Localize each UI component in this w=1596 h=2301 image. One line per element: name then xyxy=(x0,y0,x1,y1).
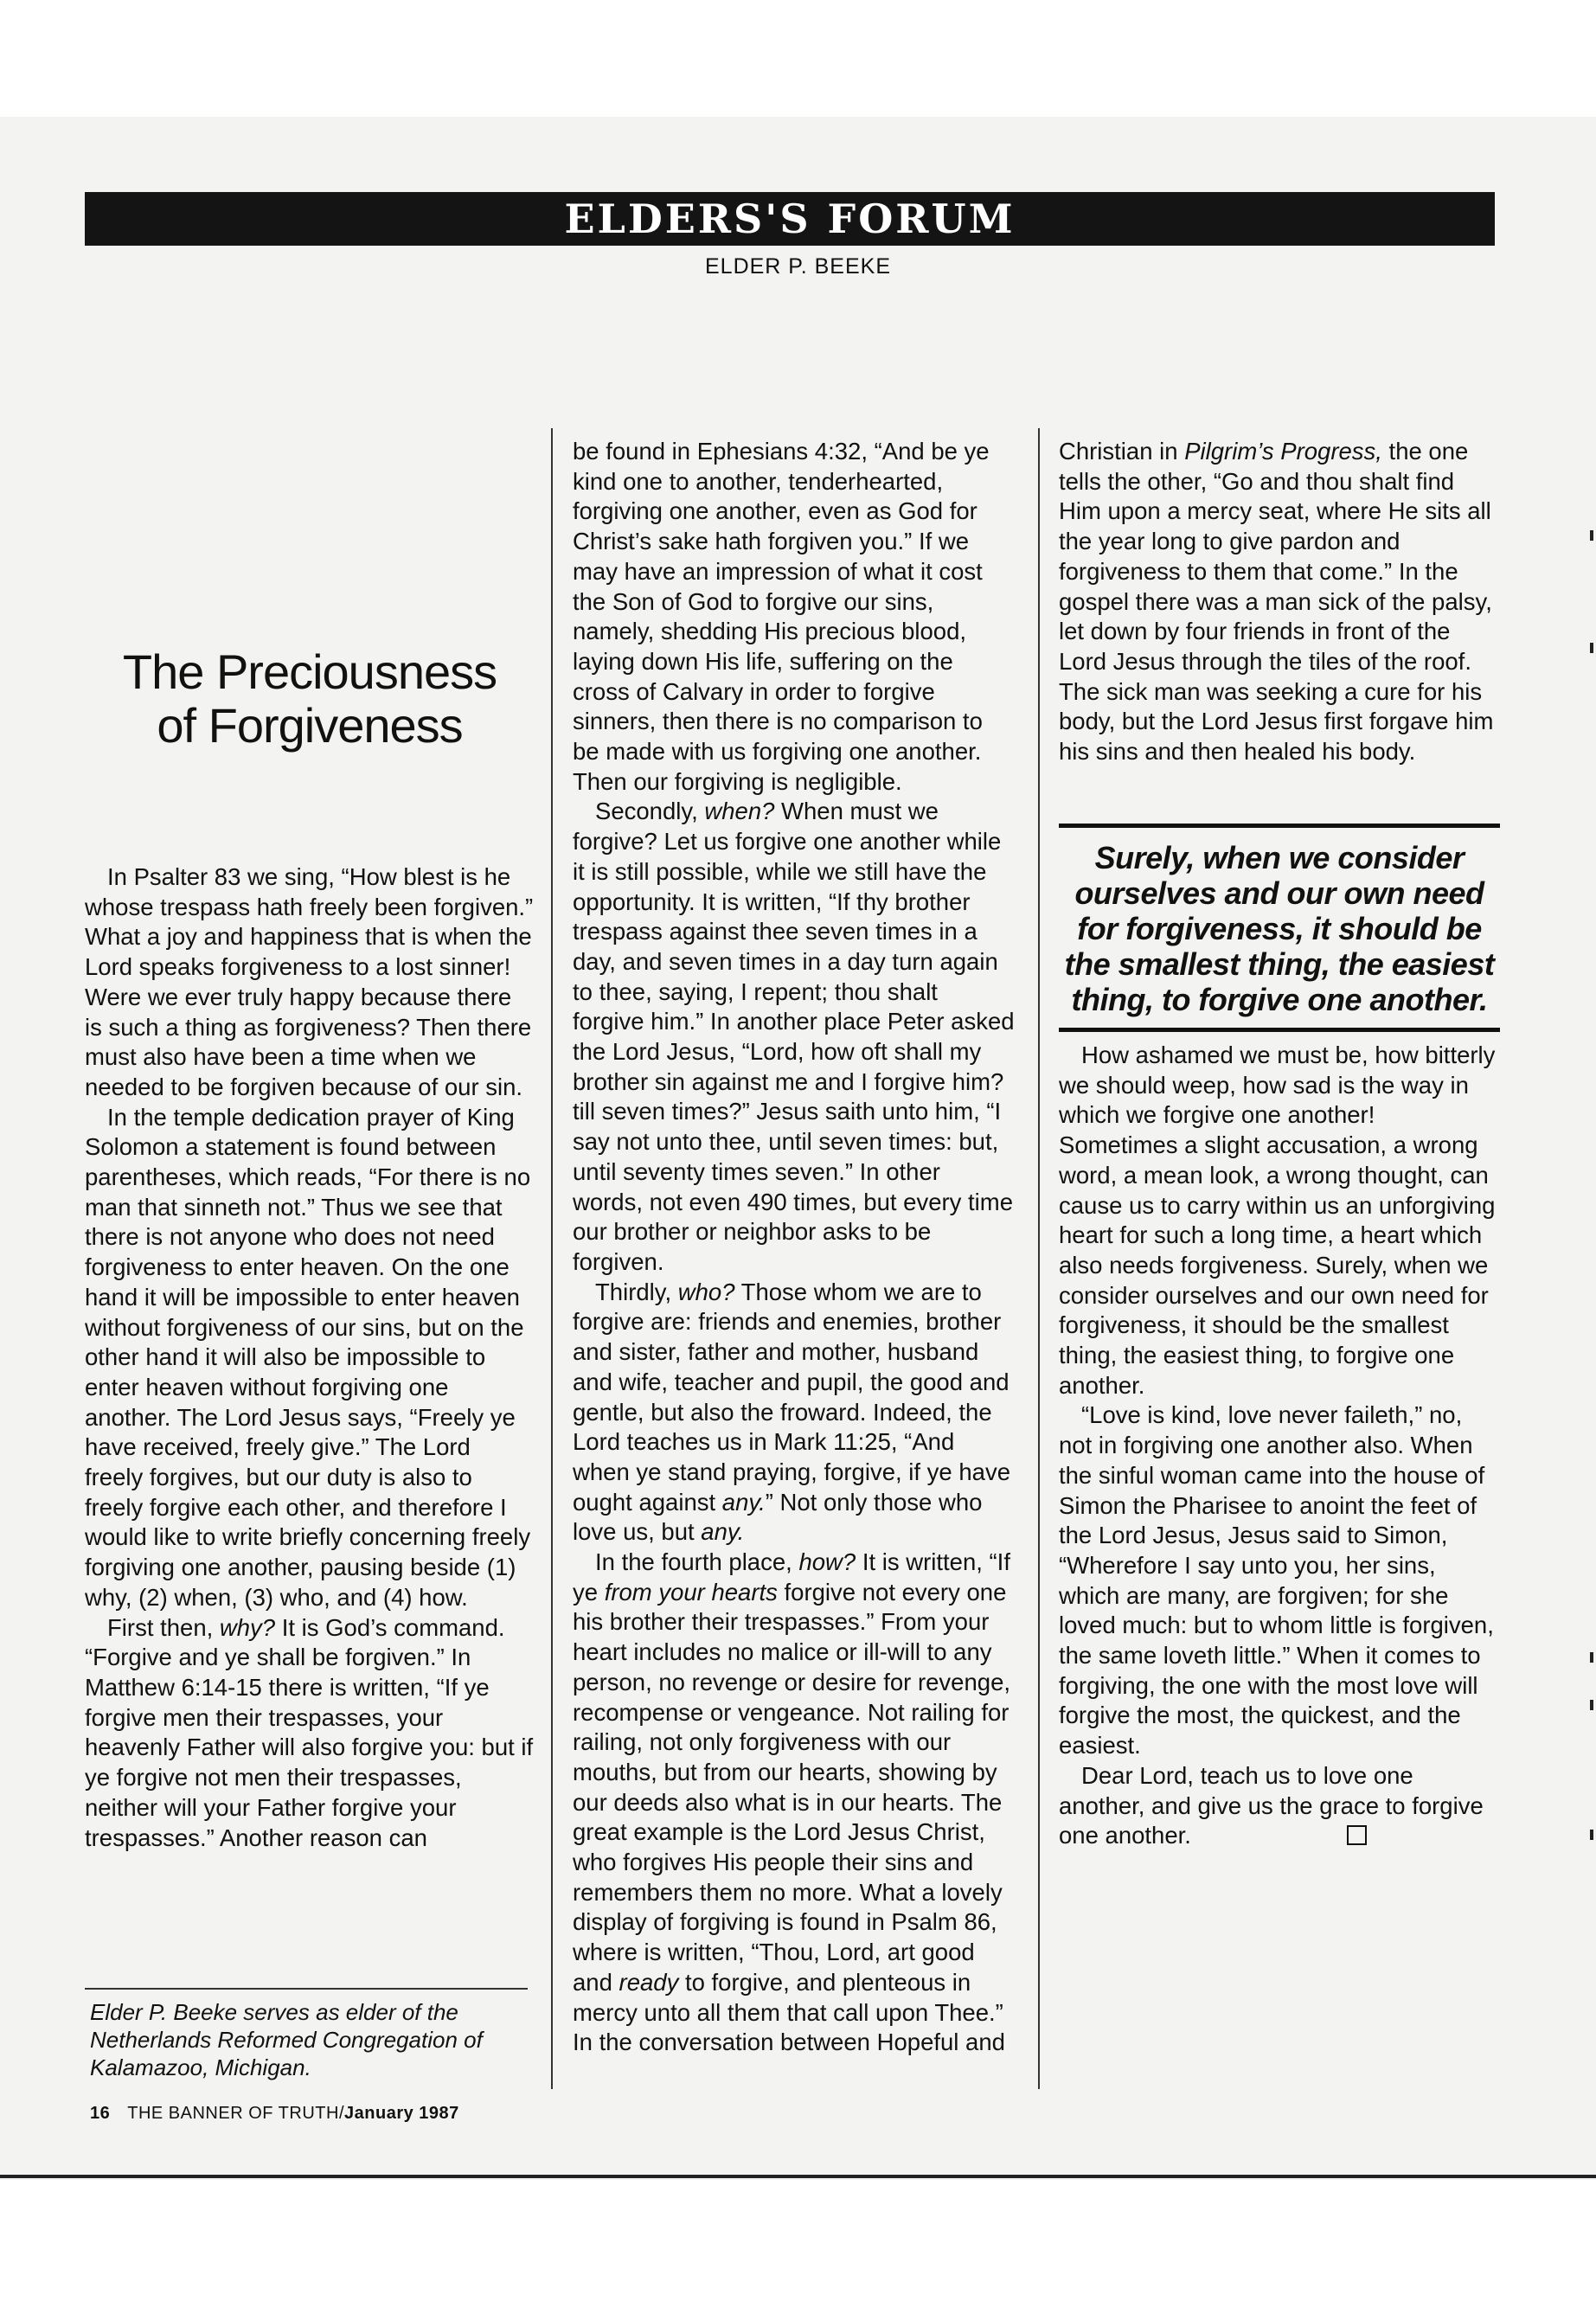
paragraph: Thirdly, who? Those whom we are to forgive are: friends and enemies, brother and sister, father and mother, husband and wife, teacher and pupil, the good and gentle, but also the froward. Indeed, the Lord teaches us in Mark 11:25, “And when ye stand praying, forgive, if ye have ought against any.” Not only those who love us, but any. xyxy=(573,1278,1010,1546)
page-footer xyxy=(90,2104,459,2124)
scan-edge-mark xyxy=(1590,643,1593,653)
column-divider xyxy=(1038,428,1040,2089)
issue-date: January 1987 xyxy=(344,2104,459,2123)
scan-edge-mark xyxy=(1590,530,1593,541)
page-number: 16 xyxy=(90,2104,111,2123)
author-note-rule xyxy=(85,1988,528,1990)
paragraph: Secondly, when? When must we forgive? Let us forgive one another while it is still possible, while we still have the opportunity. It is written, “If thy brother trespass against thee seven times in a day, and seven times in a day turn again to thee, saying, I repent; thou shalt forgive him.” In another place Peter asked the Lord Jesus, “Lord, how oft shall my brother sin against me and I forgive him? till seven times?” Jesus saith unto him, “I say not unto thee, until seven times: but, until seventy times seven.” In other words, not even 490 times, but every time our brother or neighbor asks to be forgiven. xyxy=(573,798,1015,1275)
closing-prayer: Dear Lord, teach us to love one another, and give us the grace to forgive one another. xyxy=(1059,1761,1484,1849)
scan-edge-mark xyxy=(1590,1700,1593,1710)
byline: ELDER P. BEEKE xyxy=(704,254,892,279)
paragraph: How ashamed we must be, how bitterly we should weep, how sad is the way in which we forgive one another! Sometimes a slight accusation, a wrong word, a mean look, a wrong thought, can cause us to carry within us an unforgiving heart for such a long time, a heart which also needs forgiveness. Surely, when we consider ourselves and our own need for forgiveness, it should be the smallest thing, the easiest thing, to forgive one another. xyxy=(1059,1042,1496,1399)
column-3 xyxy=(1059,437,1500,767)
paragraph: In the temple dedication prayer of King Solomon a statement is found between parentheses, which reads, “For there is no man that sinneth not.” Thus we see that there is not anyone who does not need forgiveness to enter heaven. On the one hand it will be impossible to enter heaven without forgiveness of our sins, but on the other hand it will also be impossible to enter heaven without forgiving one another. The Lord Jesus says, “Freely ye have received, freely give.” The Lord freely forgives, but our duty is also to freely forgive each other, and therefore I would like to write briefly concerning freely forgiving one another, pausing beside (1) why, (2) when, (3) who, and (4) how. xyxy=(85,1103,531,1611)
paragraph: be found in Ephesians 4:32, “And be ye kind one to another, tenderhearted, forgiving one another, even as God for Christ’s sake hath forgiven you.” If we may have an impression of what it cost the Son of God to forgive our sins, namely, shedding His precious blood, laying down His life, suffering on the cross of Calvary in order to forgive sinners, then there is no comparison to be made with us forgiving one another. Then our forgiving is negligible. xyxy=(573,438,990,795)
column-1 xyxy=(85,862,535,1853)
paragraph: First then, why? It is God’s command. “Forgive and ye shall be forgiven.” In Matthew 6:14-15 there is written, “If ye forgive men their trespasses, your heavenly Father will also forgive you: but if ye forgive not men their trespasses, neither will your Father forgive your trespasses.” Another reason can xyxy=(85,1613,534,1851)
scan-edge-mark xyxy=(1590,1652,1593,1663)
end-mark-icon xyxy=(1347,1825,1367,1845)
paragraph: Christian in Pilgrim’s Progress, the one tells the other, “Go and thou shalt find Him upon a mercy seat, where He sits all the year long to give pardon and forgiveness to them that come.” In the gospel there was a man sick of the palsy, let down by four friends in front of the Lord Jesus through the tiles of the roof. The sick man was seeking a cure for his body, but the Lord Jesus first forgave him his sins and then healed his body. xyxy=(1059,438,1494,766)
paragraph xyxy=(1059,1761,1500,1851)
section-banner xyxy=(85,192,1495,246)
column-2 xyxy=(573,437,1016,2058)
title-line-1: The Preciousness xyxy=(122,644,497,699)
scan-edge-mark xyxy=(1590,1830,1593,1840)
pull-quote: Surely, when we consider ourselves and our own need for forgiveness, it should be the smallest thing, the easiest thing, to forgive one another. xyxy=(1059,824,1500,1032)
paragraph: In Psalter 83 we sing, “How blest is he whose trespass hath freely been forgiven.” What a joy and happiness that is when the Lord speaks forgiveness to a lost sinner! Were we ever truly happy because there is such a thing as forgiveness? Then there must also have been a time when we needed to be forgiven because of our sin. xyxy=(85,863,534,1100)
paragraph: In the fourth place, how? It is written, “If ye from your hearts forgive not every one his brother their trespasses.” From your heart includes no malice or ill-will to any person, no revenge or desire for revenge, recompense or vengeance. Not railing for railing, not only forgiveness with our mouths, but from our hearts, showing by our deeds also what is in our hearts. The great example is the Lord Jesus Christ, who forgives His people their sins and remembers them no more. What a lovely display of forgiving is found in Psalm 86, where is written, “Thou, Lord, art good and ready to forgive, and plenteous in mercy unto all them that call upon Thee.” In the conversation between Hopeful and xyxy=(573,1548,1010,2056)
page-bottom-edge xyxy=(0,2175,1596,2178)
banner-title: ELDERS'S FORUM xyxy=(564,195,1016,242)
publication-name: THE BANNER OF TRUTH/ xyxy=(127,2104,345,2123)
column-3-continued xyxy=(1059,1041,1500,1851)
paragraph: “Love is kind, love never faileth,” no, not in forgiving one another also. When the sinful woman came into the house of Simon the Pharisee to anoint the feet of the Lord Jesus, Jesus said to Simon, “Wherefore I say unto you, her sins, which are many, are forgiven; for she loved much: but to whom little is forgiven, the same loveth little.” When it comes to forgiving, the one with the most love will forgive the most, the quickest, and the easiest. xyxy=(1059,1401,1494,1759)
article-title xyxy=(85,645,535,753)
author-note: Elder P. Beeke serves as elder of the Netherlands Reformed Congregation of Kalamazoo, Michigan. xyxy=(90,1999,483,2080)
title-line-2: of Forgiveness xyxy=(157,698,463,753)
column-divider xyxy=(551,428,553,2089)
